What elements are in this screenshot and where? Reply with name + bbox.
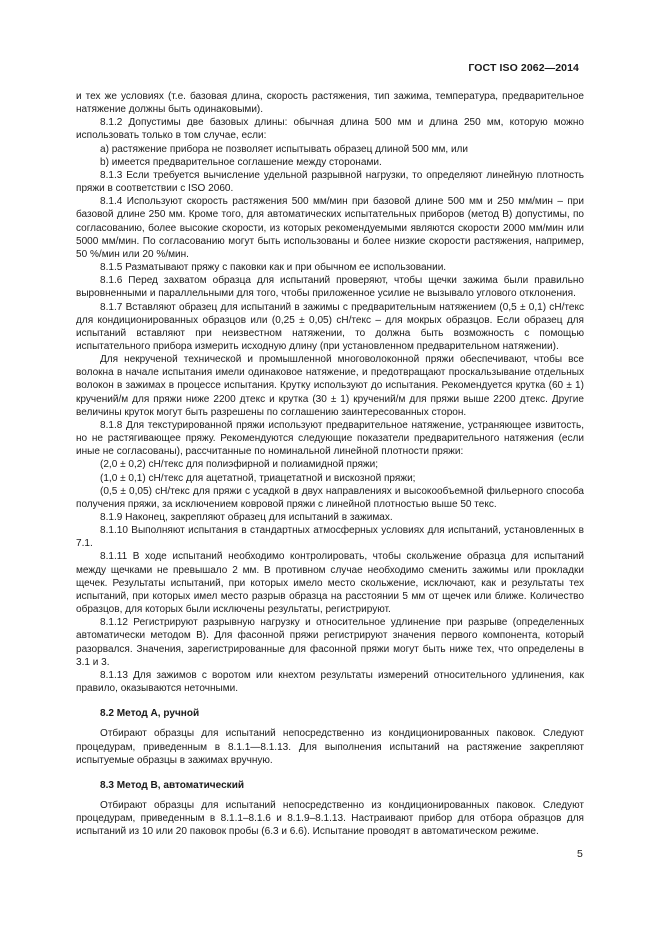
section-text-8-2: Отбирают образцы для испытаний непосредственно из кондиционированных паковок. Следуют процедурам, приведенным в 8.1.1—8.1.13. Для выполнения испытаний на растяжение закрепляют испытуемые образцы в зажимах вручную. (76, 728, 584, 766)
document-body (76, 90, 584, 838)
paragraph-8-1-6: 8.1.6 Перед захватом образца для испытаний проверяют, чтобы щечки зажима были правильно выровненными и параллельными для того, чтобы приложенное усилие не вызывало углового отклонения. (76, 275, 584, 300)
paragraph-untwisted-yarn: Для некрученой технической и промышленной многоволоконной пряжи обеспечивают, чтобы все волокна в начале испытания имели одинаковое натяжение, и предотвращают проскальзывание отдельных волокон в зажимах в процессе испытания. Крутку используют до испытания. Рекомендуется крутка (60 ± 1) кручений/м для пряжи ниже 2200 дтекс и крутка (30 ± 1) кручений/м для пряжи выше 2200 дтекс. Другие величины круток могут быть разрешены по соглашению заинтересованных сторон. (76, 354, 584, 418)
paragraph-8-1-12: 8.1.12 Регистрируют разрывную нагрузку и относительное удлинение при разрыве (определенных автоматически методом В). Для фасонной пряжи регистрируют значения первого компонента, который разорвался. Значения, зарегистрированные для фасонной пряжи могут быть ниже тех, что определены в 3.1 и 3. (76, 617, 584, 668)
section-heading-8-3: 8.3 Метод В, автоматический (100, 779, 245, 791)
paragraph-8-1-10: 8.1.10 Выполняют испытания в стандартных атмосферных условиях для испытаний, установленных в 7.1. (76, 525, 584, 550)
paragraph-8-1-9: 8.1.9 Наконец, закрепляют образец для испытаний в зажимах. (100, 512, 393, 523)
paragraph-8-1-2: 8.1.2 Допустимы две базовых длины: обычная длина 500 мм и длина 250 мм, которую можно использовать только в том случае, если: (76, 117, 584, 142)
standard-header: ГОСТ ISO 2062—2014 (468, 62, 579, 74)
paragraph-8-1-5: 8.1.5 Разматывают пряжу с паковки как и при обычном ее использовании. (100, 262, 447, 274)
paragraph-8-1-7: 8.1.7 Вставляют образец для испытаний в зажимы с предварительным натяжением (0,5 ± 0,1) сН/текс для кондиционированных образцов или (0,25 ± 0,05) сН/текс – для мокрых образцов. Если образец для испытаний вставляют при неизвестном натяжении, то должна быть возможность с помощью испытательного прибора измерить исходную длину (при установленном предварительном натяжении). (76, 301, 584, 352)
paragraph-8-1-4: 8.1.4 Используют скорость растяжения 500 мм/мин при базовой длине 500 мм и 250 мм/мин – при базовой длине 250 мм. Кроме того, для автоматических испытательных приборов (метод В) допустимы, по согласованию, более высокие скорости, из которых рекомендуемыми являются скорости 2000 мм/мин или 5000 мм/мин. По согласованию могут быть использованы и более низкие скорости растяжения, например, 50 %/мин или 20 %/мин. (76, 196, 584, 260)
pretension-item: (2,0 ± 0,2) сН/текс для полиэфирной и полиамидной пряжи; (100, 459, 379, 471)
paragraph-8-1-8: 8.1.8 Для текстурированной пряжи используют предварительное натяжение, устраняющее извитость, но не растягивающее пряжу. Рекомендуются следующие показатели предварительного натяжения (если иные не согласованы), рассчитанные по номинальной линейной плотности пряжи: (76, 419, 584, 458)
section-heading-8-2: 8.2 Метод А, ручной (100, 708, 200, 720)
page-number: 5 (577, 848, 583, 860)
pretension-item: (1,0 ± 0,1) сН/текс для ацетатной, триацетатной и вискозной пряжи; (100, 472, 416, 484)
section-text-8-3: Отбирают образцы для испытаний непосредственно из кондиционированных паковок. Следуют процедурам, приведенным в 8.1.1–8.1.6 и 8.1.9–8.1.13. Настраивают прибор для отбора образцов для испытаний из 10 или 20 паковок пробы (6.3 и 6.6). Испытание проводят в автоматическом режиме. (76, 799, 584, 838)
list-item-b: b) имеется предварительное соглашение между сторонами. (100, 156, 382, 168)
paragraph-8-1-13: 8.1.13 Для зажимов с воротом или кнехтом результаты измерений относительного удлинения, как правило, оказываются неточными. (76, 669, 584, 695)
paragraph-8-1-3: 8.1.3 Если требуется вычисление удельной разрывной нагрузки, то определяют линейную плотность пряжи в соответствии с ISO 2060. (76, 169, 584, 195)
paragraph: и тех же условиях (т.е. базовая длина, скорость растяжения, тип зажима, температура, предварительное натяжение должны быть одинаковыми). (76, 91, 584, 116)
pretension-item: (0,5 ± 0,05) сН/текс для пряжи с усадкой в двух направлениях и высокообъемной фильерного способа получения пряжи, за исключением ковровой пряжи с линейной плотностью выше 50 текс. (76, 485, 584, 510)
list-item-a: а) растяжение прибора не позволяет испытывать образец длиной 500 мм, или (100, 143, 469, 155)
paragraph-8-1-11: 8.1.11 В ходе испытаний необходимо контролировать, чтобы скольжение образца для испытаний между щечками не превышало 2 мм. В противном случае необходимо сменить зажимы или прокладки щечек. Результаты испытаний, при которых имело место скольжение, исключают, как и результаты тех испытаний, при которых имел место разрыв образца на расстоянии 5 мм от щечек или ближе. Количество образцов, для которых были исключены результаты, регистрируют. (76, 551, 584, 616)
